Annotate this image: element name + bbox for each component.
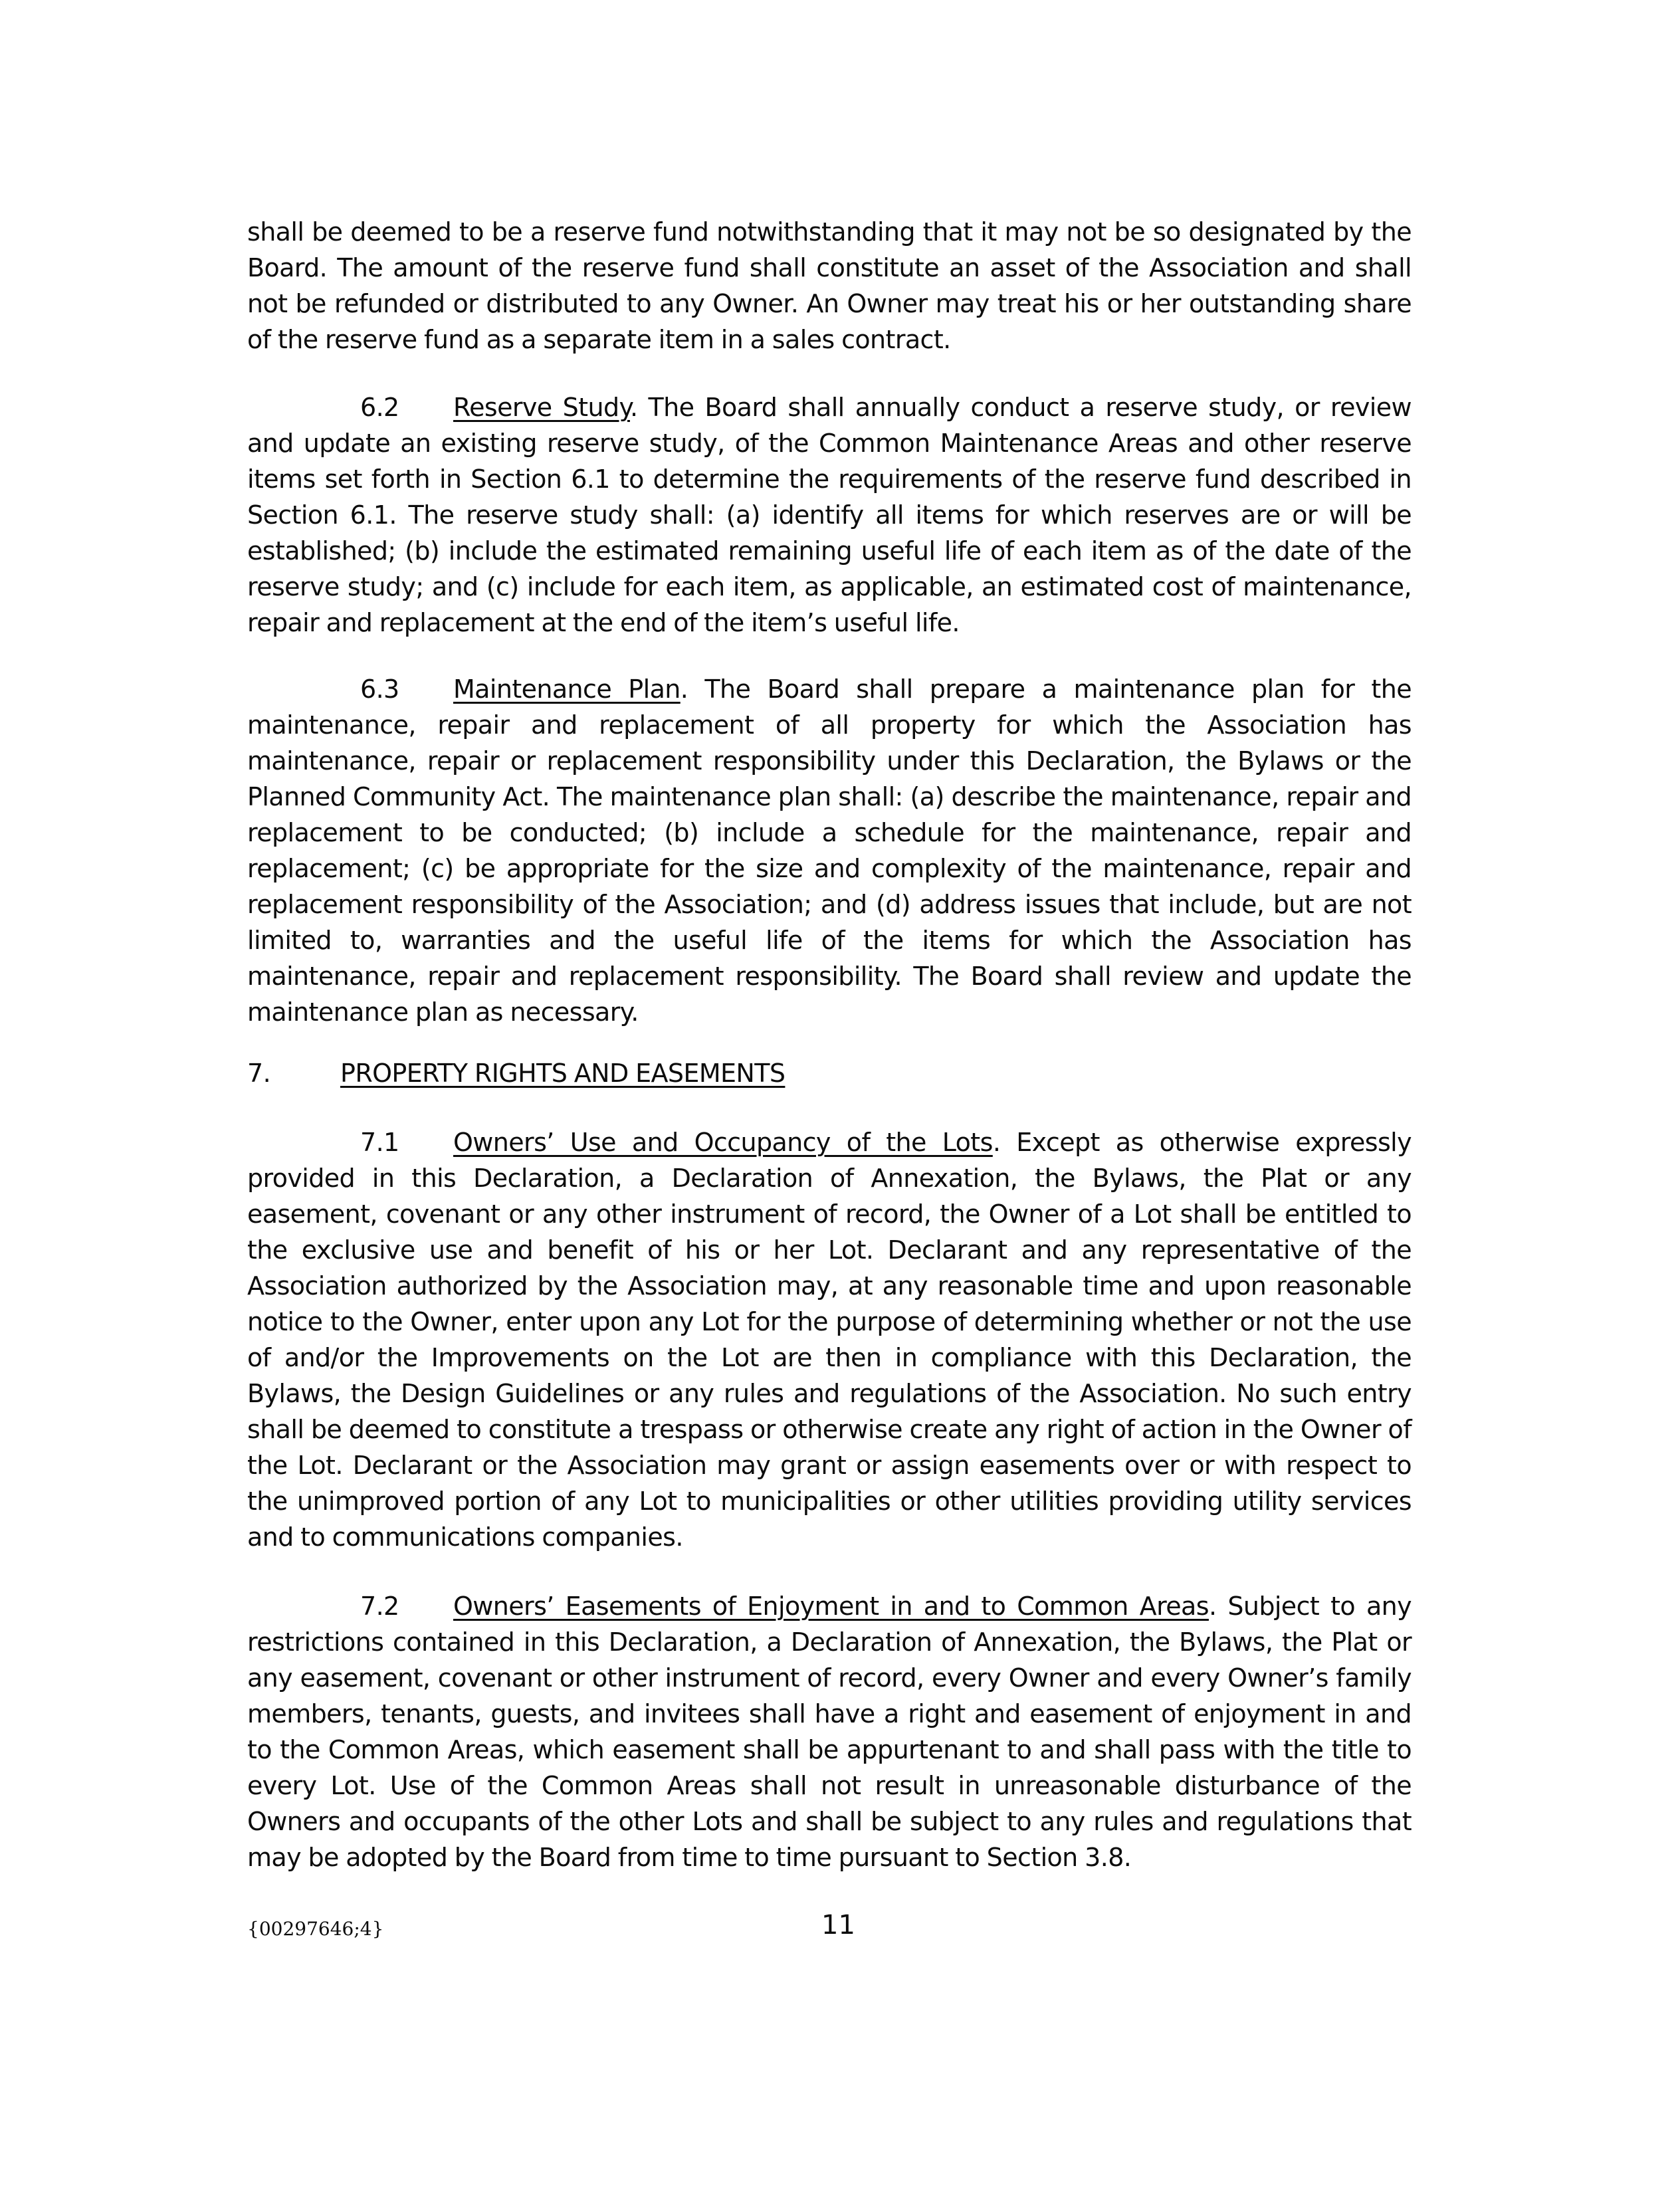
section-number: 7.1 [360, 1128, 399, 1157]
section-7-2-owners-easements [247, 1588, 1412, 1875]
section-title: Reserve Study [453, 393, 630, 422]
section-7-1-owners-use-occupancy [247, 1124, 1412, 1555]
section-number: 6.3 [360, 675, 399, 704]
section-7-heading [247, 1055, 785, 1091]
paragraph-reserve-fund-continuation [247, 214, 1412, 358]
section-number: 6.2 [360, 393, 399, 422]
section-text: . Except as otherwise expressly provided in this Declaration, a Declaration of Annexation, the Bylaws, the Plat or any easement, covenant or any other instrument of record, the Owner of a Lot shall be entitled to the exclusive use and benefit of his or her Lot. Declarant and any representative of the Association authorized by the Association may, at any reasonable time and upon reasonable notice to the Owner, enter upon any Lot for the purpose of determining whether or not the use of and/or the Improvements on the Lot are then in compliance with this Declaration, the Bylaws, the Design Guidelines or any rules and regulations of the Association. No such entry shall be deemed to constitute a trespass or otherwise create any right of action in the Owner of the Lot. Declarant or the Association may grant or assign easements over or with respect to the unimproved portion of any Lot to municipalities or other utilities providing utility services and to communications companies. [247, 1128, 1412, 1552]
section-6-2-reserve-study [247, 389, 1412, 641]
footer-document-id: {00297646;4} [247, 1918, 384, 1940]
section-number: 7.2 [360, 1592, 399, 1621]
section-text: . The Board shall annually conduct a reserve study, or review and update an existing reserve study, of the Common Maintenance Areas and other reserve items set forth in Section 6.1 to determine the requirements of the reserve fund described in Section 6.1. The reserve study shall: (a) identify all items for which reserves are or will be established; (b) include the estimated remaining useful life of each item as of the date of the reserve study; and (c) include for each item, as applicable, an estimated cost of maintenance, repair and replacement at the end of the item’s useful life. [247, 393, 1412, 637]
section-text: . Subject to any restrictions contained in this Declaration, a Declaration of Annexation, the Bylaws, the Plat or any easement, covenant or other instrument of record, every Owner and every Owner’s family members, tenants, guests, and invitees shall have a right and easement of enjoyment in and to the Common Areas, which easement shall be appurtenant to and shall pass with the title to every Lot. Use of the Common Areas shall not result in unreasonable disturbance of the Owners and occupants of the other Lots and shall be subject to any rules and regulations that may be adopted by the Board from time to time pursuant to Section 3.8. [247, 1592, 1412, 1872]
section-text: . The Board shall prepare a maintenance plan for the maintenance, repair and replacement of all property for which the Association has maintenance, repair or replacement responsibility under this Declaration, the Bylaws or the Planned Community Act. The maintenance plan shall: (a) describe the maintenance, repair and replacement to be conducted; (b) include a schedule for the maintenance, repair and replacement; (c) be appropriate for the size and complexity of the maintenance, repair and replacement responsibility of the Association; and (d) address issues that include, but are not limited to, warranties and the useful life of the items for which the Association has maintenance, repair and replacement responsibility. The Board shall review and update the maintenance plan as necessary. [247, 675, 1412, 1027]
section-title: Maintenance Plan [453, 675, 681, 704]
paragraph-text: shall be deemed to be a reserve fund notwithstanding that it may not be so designated by the Board. The amount of the reserve fund shall constitute an asset of the Association and shall not be refunded or distributed to any Owner. An Owner may treat his or her outstanding share of the reserve fund as a separate item in a sales contract. [247, 217, 1412, 354]
section-title: Owners’ Easements of Enjoyment in and to Common Areas [453, 1592, 1209, 1621]
section-6-3-maintenance-plan [247, 671, 1412, 1030]
section-number: 7. [247, 1059, 271, 1088]
section-title: Owners’ Use and Occupancy of the Lots [453, 1128, 993, 1157]
section-title: PROPERTY RIGHTS AND EASEMENTS [340, 1059, 786, 1088]
page-number: 11 [821, 1910, 855, 1940]
